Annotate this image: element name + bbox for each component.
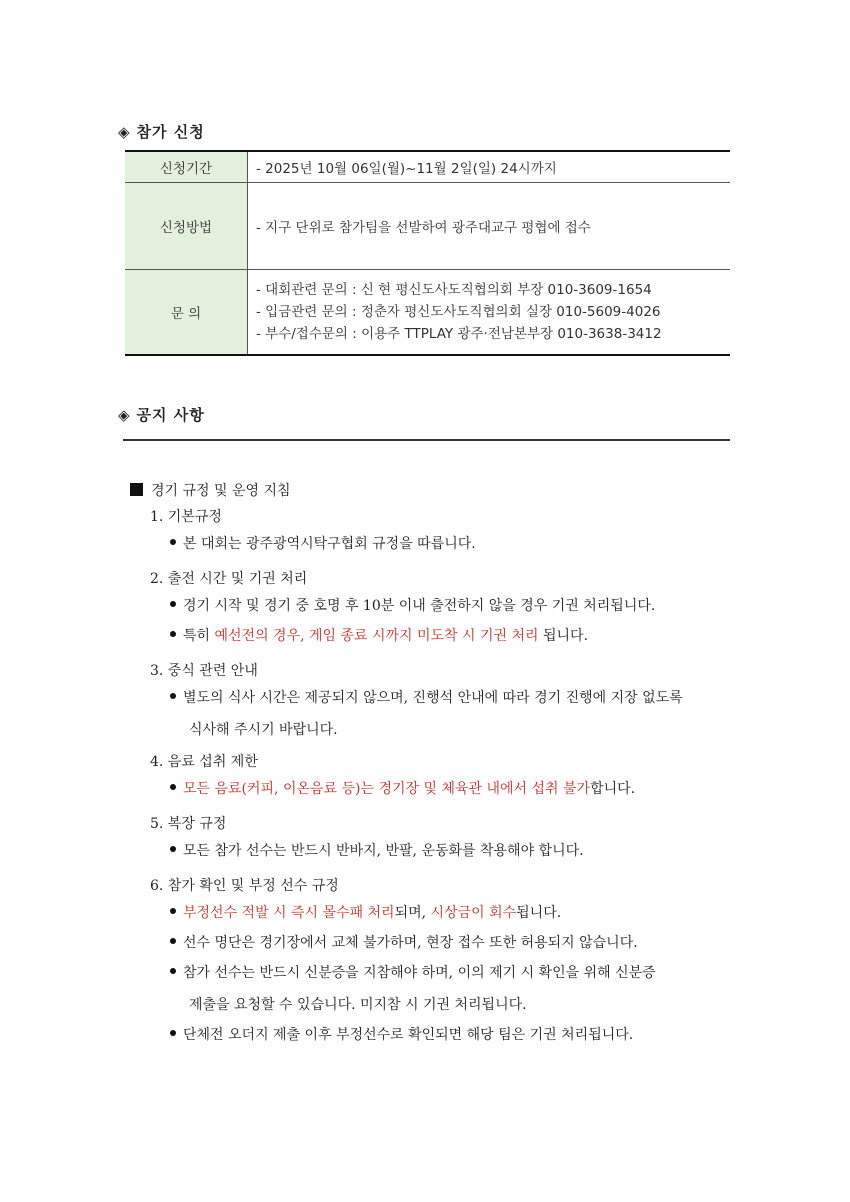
highlighted-text: 부정선수 적발 시 즉시 몰수패 처리 [183, 905, 395, 921]
row-label: 신청방법 [125, 182, 248, 269]
bullet-text: 참가 선수는 반드시 신분증을 지참해야 하며, 이의 제기 시 확인을 위해 신분증 [183, 965, 656, 981]
diamond-bullet-icon: ◈ [118, 123, 131, 141]
bullet-text: 합니다. [590, 781, 636, 797]
rule-item-title: 3. 중식 관련 안내 [150, 663, 258, 679]
row-value: - 지구 단위로 참가팀을 선발하여 광주대교구 평협에 접수 [248, 182, 731, 269]
table-row [125, 151, 730, 182]
bullet-text: 됩니다. [538, 628, 589, 644]
rule-item-title: 5. 복장 규정 [150, 816, 227, 832]
rule-bullet [170, 774, 740, 804]
square-bullet-icon [130, 483, 143, 496]
rule-item-title: 4. 음료 섭취 제한 [150, 754, 258, 770]
bullet-text: 특히 [183, 628, 215, 644]
section-title-registration: ◈ 참가 신청 [118, 123, 205, 141]
row-label: 문 의 [125, 269, 248, 355]
rule-bullet [170, 621, 740, 651]
bullet-text: 되며, [394, 905, 431, 921]
rule-bullet [170, 898, 740, 928]
rule-bullet [170, 529, 740, 559]
row-value: - 2025년 10월 06일(월)~11월 2일(일) 24시까지 [248, 151, 731, 182]
bullet-text: 단체전 오더지 제출 이후 부정선수로 확인되면 해당 팀은 기권 처리됩니다. [183, 1027, 634, 1043]
rule-bullet [170, 958, 740, 988]
bullet-dot-icon [170, 938, 176, 944]
bullet-dot-icon [170, 601, 176, 607]
bullet-continuation: 식사해 주시기 바랍니다. [189, 722, 338, 738]
bullet-dot-icon [170, 784, 176, 790]
divider [123, 439, 730, 441]
bullet-dot-icon [170, 1030, 176, 1036]
registration-table [125, 150, 730, 356]
contact-line: - 대회관련 문의 : 신 현 평신도사도직협의회 부장 010-3609-1654 [256, 281, 652, 298]
bullet-dot-icon [170, 908, 176, 914]
bullet-text: 선수 명단은 경기장에서 교체 불가하며, 현장 접수 또한 허용되지 않습니다. [183, 935, 638, 951]
rule-bullet [170, 591, 740, 621]
table-row [125, 269, 730, 355]
rule-item-title: 1. 기본규정 [150, 509, 222, 525]
bullet-dot-icon [170, 693, 176, 699]
table-row [125, 182, 730, 269]
bullet-text: 별도의 식사 시간은 제공되지 않으며, 진행석 안내에 따라 경기 진행에 지장 없도록 [183, 690, 683, 706]
bullet-dot-icon [170, 846, 176, 852]
rule-bullet [170, 1020, 740, 1050]
rule-bullet [170, 928, 740, 958]
bullet-text: 경기 시작 및 경기 중 호명 후 10분 이내 출전하지 않을 경우 기권 처리됩니다. [183, 598, 656, 614]
highlighted-text: 예선전의 경우, 게임 종료 시까지 미도착 시 기권 처리 [214, 628, 539, 644]
row-label: 신청기간 [125, 151, 248, 182]
rule-bullet [170, 683, 740, 713]
bullet-continuation: 제출을 요청할 수 있습니다. 미지참 시 기권 처리됩니다. [189, 997, 527, 1013]
bullet-text: 모든 참가 선수는 반드시 반바지, 반팔, 운동화를 착용해야 합니다. [183, 843, 584, 859]
bullet-dot-icon [170, 631, 176, 637]
rules-heading: 경기 규정 및 운영 지침 [130, 480, 291, 500]
row-value [248, 269, 731, 355]
diamond-bullet-icon: ◈ [118, 406, 131, 424]
rule-bullet [170, 836, 740, 866]
contact-line: - 입금관련 문의 : 정춘자 평신도사도직협의회 실장 010-5609-4026 [256, 303, 661, 320]
bullet-text: 본 대회는 광주광역시탁구협회 규정을 따릅니다. [183, 536, 476, 552]
highlighted-text: 시상금이 회수 [430, 905, 517, 921]
section-title-notice: ◈ 공지 사항 [118, 406, 205, 424]
rule-item-title: 2. 출전 시간 및 기권 처리 [150, 571, 308, 587]
bullet-text: 됩니다. [516, 905, 562, 921]
contact-line: - 부수/접수문의 : 이용주 TTPLAY 광주·전남본부장 010-3638-3412 [256, 325, 662, 342]
rule-item-title: 6. 참가 확인 및 부정 선수 규정 [150, 878, 339, 894]
highlighted-text: 모든 음료(커피, 이온음료 등)는 경기장 및 체육관 내에서 섭취 불가 [183, 781, 591, 797]
bullet-dot-icon [170, 539, 176, 545]
bullet-dot-icon [170, 968, 176, 974]
